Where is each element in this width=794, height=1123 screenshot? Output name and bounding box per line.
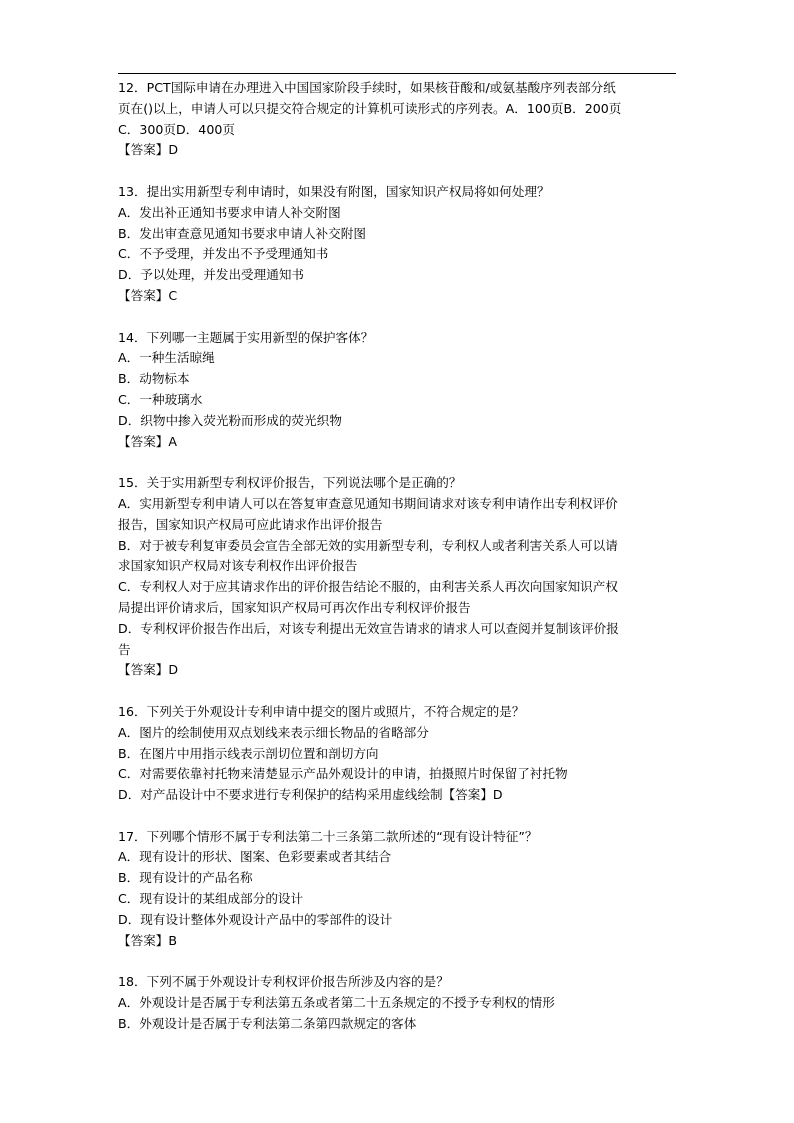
option-c-cont: 局提出评价请求后，国家知识产权局可再次作出专利权评价报告	[118, 599, 471, 615]
answer-label: 【答案】D	[118, 662, 179, 678]
question-14	[118, 328, 680, 453]
question-text-line: C．300页D．400页	[118, 121, 235, 137]
answer-label: 【答案】D	[442, 787, 503, 803]
option-a: A．图片的绘制使用双点划线来表示细长物品的省略部分	[118, 724, 429, 740]
answer-label: 【答案】C	[118, 287, 178, 303]
question-stem: 13．提出实用新型专利申请时，如果没有附图，国家知识产权局将如何处理？	[118, 183, 550, 199]
option-d: D．现有设计整体外观设计产品中的零部件的设计	[118, 911, 393, 927]
option-b: B．外观设计是否属于专利法第二条第四款规定的客体	[118, 1015, 417, 1031]
question-stem: 14．下列哪一主题属于实用新型的保护客体？	[118, 329, 374, 345]
option-c: C．一种玻璃水	[118, 391, 203, 407]
option-b: B．动物标本	[118, 371, 190, 387]
question-text-line: 12．PCT国际申请在办理进入中国国家阶段手续时，如果核苷酸和/或氨基酸序列表部分纸	[118, 80, 616, 95]
question-12	[118, 78, 680, 161]
option-b: B．对于被专利复审委员会宣告全部无效的实用新型专利，专利权人或者利害关系人可以请	[118, 537, 618, 553]
option-a-cont: 报告，国家知识产权局可应此请求作出评价报告	[118, 516, 383, 532]
option-c: C．现有设计的某组成部分的设计	[118, 891, 304, 907]
option-a: A．一种生活晾绳	[118, 350, 215, 366]
option-c: C．对需要依靠衬托物来清楚显示产品外观设计的申请，拍摄照片时保留了衬托物	[118, 766, 568, 782]
question-stem: 16．下列关于外观设计专利申请中提交的图片或照片，不符合规定的是？	[118, 703, 525, 719]
option-c: C．不予受理，并发出不予受理通知书	[118, 246, 329, 262]
question-18	[118, 972, 680, 1034]
question-stem: 15．关于实用新型专利权评价报告，下列说法哪个是正确的？	[118, 475, 462, 491]
question-list	[118, 78, 680, 1055]
option-d: D．织物中掺入荧光粉而形成的荧光织物	[118, 412, 342, 428]
option-d-with-answer	[118, 785, 680, 806]
question-stem: 17．下列哪个情形不属于专利法第二十三条第二款所述的“现有设计特征”？	[118, 828, 538, 844]
option-a: A．实用新型专利申请人可以在答复审查意见通知书期间请求对该专利申请作出专利权评价	[118, 495, 618, 511]
option-d: D．予以处理，并发出受理通知书	[118, 267, 305, 283]
option-d: D．专利权评价报告作出后，对该专利提出无效宣告请求的请求人可以查阅并复制该评价报	[118, 620, 619, 636]
option-b-cont: 求国家知识产权局对该专利权作出评价报告	[118, 558, 358, 574]
option-b: B．现有设计的产品名称	[118, 870, 253, 886]
question-13	[118, 182, 680, 307]
option-a: A．现有设计的形状、图案、色彩要素或者其结合	[118, 849, 392, 865]
question-15	[118, 473, 680, 681]
answer-label: 【答案】B	[118, 932, 178, 948]
question-16	[118, 702, 680, 806]
answer-label: 【答案】D	[118, 142, 179, 158]
option-d-cont: 告	[118, 641, 131, 657]
option-c: C．专利权人对于应其请求作出的评价报告结论不服的，由利害关系人再次向国家知识产权	[118, 579, 618, 595]
option-a: A．外观设计是否属于专利法第五条或者第二十五条规定的不授予专利权的情形	[118, 995, 555, 1011]
question-17	[118, 827, 680, 952]
header-rule	[118, 73, 676, 74]
question-stem: 18．下列不属于外观设计专利权评价报告所涉及内容的是？	[118, 974, 449, 990]
option-b: B．在图片中用指示线表示剖切位置和剖切方向	[118, 745, 379, 761]
question-text-line: 页在()以上，申请人可以只提交符合规定的计算机可读形式的序列表。A．100页B．200页	[118, 100, 622, 116]
option-b: B．发出审查意见通知书要求申请人补交附图	[118, 225, 366, 241]
answer-label: 【答案】A	[118, 433, 177, 449]
option-a: A．发出补正通知书要求申请人补交附图	[118, 204, 341, 220]
option-d: D．对产品设计中不要求进行专利保护的结构采用虚线绘制	[118, 787, 443, 803]
